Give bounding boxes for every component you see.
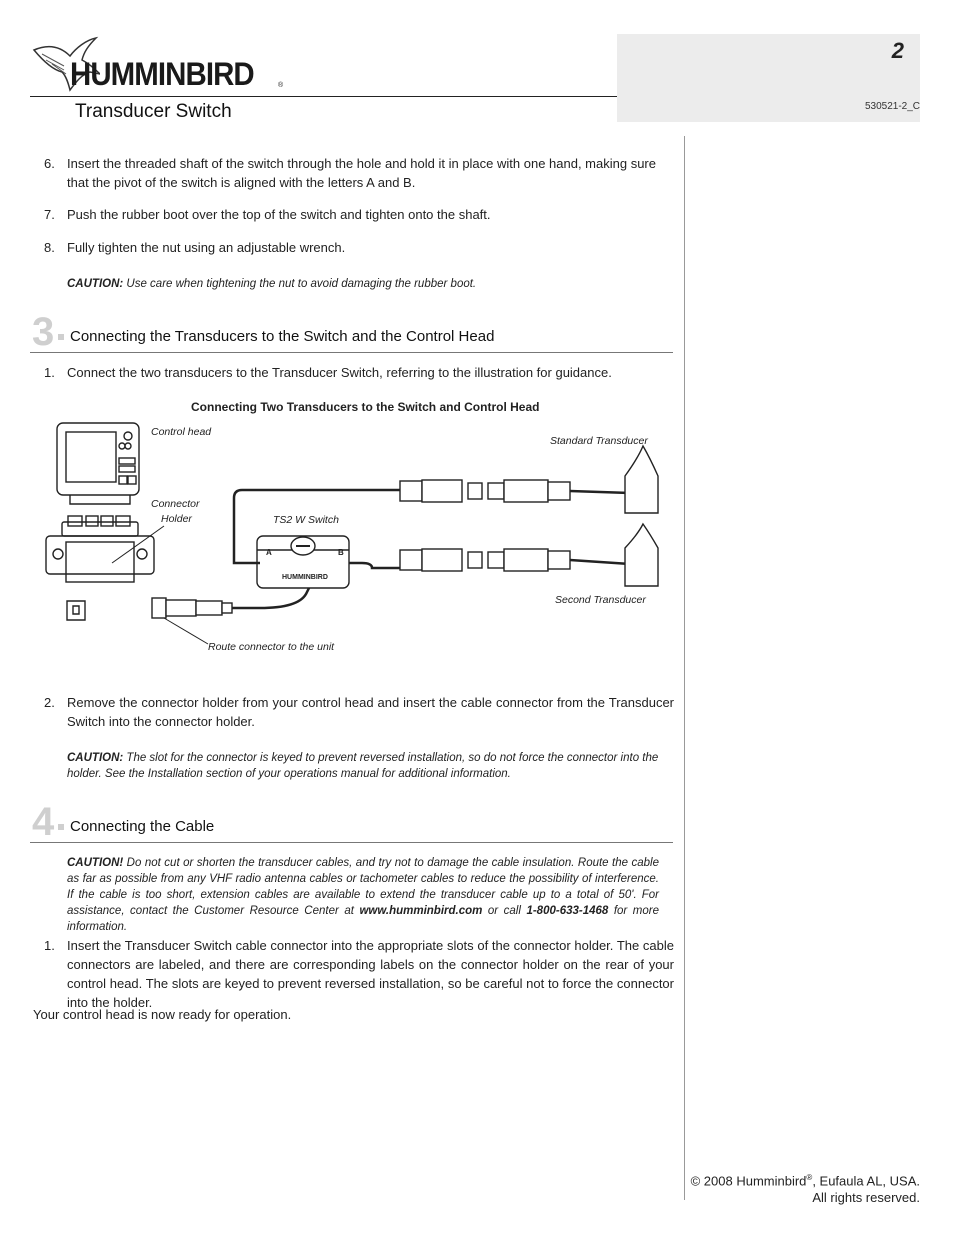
section-dot (58, 824, 64, 830)
caution-text: The slot for the connector is keyed to prevent reversed installation, so do not force the connector into the holder. See the Installation section of your operations manual for additional information. (67, 752, 659, 780)
wiring-diagram (40, 418, 670, 688)
caution-note (67, 855, 659, 935)
registered-mark: ® (278, 82, 284, 89)
step-number: 1. (44, 365, 55, 380)
step-number: 1. (44, 938, 55, 953)
switch-label-b: B (338, 548, 344, 557)
section-title: Connecting the Transducers to the Switch and the Control Head (70, 328, 495, 345)
list-item (44, 936, 674, 1012)
registered-mark: ® (806, 1173, 813, 1182)
step-text: Fully tighten the nut using an adjustable wrench. (67, 240, 346, 255)
step-number: 2. (44, 695, 55, 710)
figure-title: Connecting Two Transducers to the Switch and Control Head (191, 400, 540, 414)
label-control-head: Control head (151, 426, 212, 438)
section-title: Connecting the Cable (70, 818, 215, 835)
phone-number: 1-800-633-1468 (526, 905, 609, 917)
column-divider (684, 136, 685, 1200)
list-item (44, 693, 674, 731)
standard-transducer-connector-illustration (400, 480, 570, 502)
step-number: 8. (44, 240, 55, 255)
section-heading-3 (30, 310, 673, 354)
copyright-footer (691, 1169, 920, 1206)
step-text: Insert the threaded shaft of the switch through the hole and hold it in place with one hand, making sure that the pivot of the switch is aligned with the letters A and B. (67, 156, 656, 190)
switch-label-a: A (266, 548, 272, 557)
section-number: 3 (32, 310, 55, 354)
list-item (44, 238, 674, 257)
list-item (44, 363, 674, 382)
second-transducer-connector-illustration (400, 549, 570, 571)
section-number: 4 (32, 800, 55, 844)
copyright-text: © 2008 Humminbird (690, 1173, 807, 1189)
connector-plug-illustration (67, 601, 85, 620)
caution-text: or call (482, 905, 527, 917)
label-connector: Connector (151, 498, 200, 510)
caution-note (67, 750, 659, 782)
copyright-location: , Eufaula AL, USA. (812, 1173, 920, 1189)
step-text: Connect the two transducers to the Transducer Switch, referring to the illustration for guidance. (67, 365, 612, 380)
caution-label: CAUTION: (67, 752, 124, 764)
step-number: 6. (44, 156, 55, 171)
caution-label: CAUTION: (67, 278, 124, 290)
closing-text: Your control head is now ready for operation. (33, 1007, 292, 1022)
caution-text: Do not cut or shorten the transducer cables, and try not to damage the cable insulation. Route the cable as far as possible from any VHF radio antenna cables or tachometer cables to reduce the possibility of interference. If the cable is too short, extension cables are available to extend the transducer cable up to a total of 50'. For assistance, contact the Customer Resource Center at (67, 857, 659, 917)
label-standard-transducer: Standard Transducer (550, 435, 648, 447)
rights-text: All rights reserved. (812, 1190, 920, 1206)
caution-text: Use care when tightening the nut to avoid damaging the rubber boot. (123, 278, 477, 290)
step-number: 7. (44, 207, 55, 222)
second-transducer-illustration (625, 524, 658, 586)
humminbird-logo (30, 30, 290, 100)
step-text: Push the rubber boot over the top of the switch and tighten onto the shaft. (67, 207, 491, 222)
standard-transducer-illustration (625, 446, 658, 513)
label-holder: Holder (161, 513, 192, 525)
section-heading-4 (30, 800, 673, 844)
page-number: 2 (891, 38, 904, 63)
document-code: 530521-2_C (864, 101, 920, 112)
list-item (44, 154, 674, 192)
page-title: Transducer Switch (75, 101, 232, 122)
step-text: Remove the connector holder from your control head and insert the cable connector from the Transducer Switch into the connector holder. (67, 695, 674, 729)
step-text: Insert the Transducer Switch cable connector into the appropriate slots of the connector holder. The cable connectors are labeled, and there are corresponding labels on the connector holder on the rear of your control head. The slots are keyed to prevent reversed installation, so be careful not to force the connector into the holder. (67, 938, 674, 1010)
label-switch: TS2 W Switch (273, 514, 339, 526)
website-link[interactable]: www.humminbird.com (359, 905, 483, 917)
list-item (44, 205, 674, 224)
caution-text: for more information. (67, 905, 659, 933)
brand-wordmark: HUMMINBIRD (70, 56, 254, 92)
label-second-transducer: Second Transducer (555, 594, 646, 606)
switch-brand: HUMMINBIRD (282, 574, 328, 581)
control-head-illustration (57, 423, 139, 504)
label-route-connector: Route connector to the unit (208, 641, 335, 653)
section-dot (58, 334, 64, 340)
connector-holder-illustration (46, 516, 154, 582)
caution-label: CAUTION! (67, 857, 124, 869)
unit-connector-illustration (152, 598, 232, 618)
caution-note (67, 276, 659, 292)
